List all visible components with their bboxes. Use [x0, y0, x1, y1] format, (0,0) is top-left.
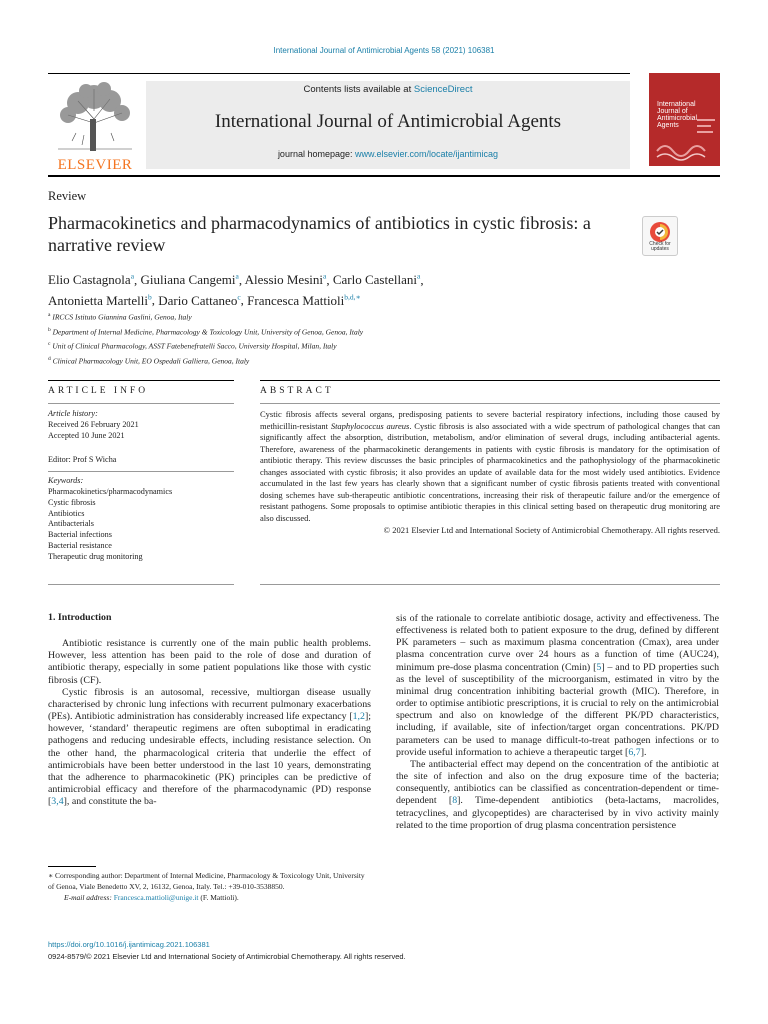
- abstract-rule: [260, 380, 720, 381]
- citation-link[interactable]: 3,4: [51, 796, 64, 808]
- email-link[interactable]: Francesca.mattioli@unige.it: [113, 893, 199, 902]
- article-type: Review: [48, 189, 87, 203]
- header-bottom-rule: [48, 175, 720, 177]
- footnote-text: ∗ Corresponding author: Department of Internal Medicine, Pharmacology & Toxicology Unit, University of Genoa, Viale Benedetto XV, 2, 16132, Genoa, Italy. Tel.: +39-010-3538850.: [48, 871, 365, 891]
- issn-copyright: 0924-8579/© 2021 Elsevier Ltd and International Society of Antimicrobial Chemotherapy. All rights reserved.: [48, 952, 406, 961]
- body-column-right: [396, 613, 719, 832]
- journal-title: International Journal of Antimicrobial Agents: [214, 111, 562, 132]
- keyword: Therapeutic drug monitoring: [48, 551, 143, 561]
- author[interactable]: Giuliana Cangemi$^a$: [140, 272, 239, 288]
- article-title: Pharmacokinetics and pharmacodynamics of antibiotics in cystic fibrosis: a narrative review: [48, 213, 591, 255]
- author-list: Elio Castagnola$^a$, Giuliana Cangemi$^a$, Alessio Mesini$^a$, Carlo Castellani$^a$, Antonietta Martelli$^b$, Dario Cattaneo$^c$, Francesca Mattioli$^{b,d,∗}$: [48, 272, 424, 308]
- author[interactable]: Alessio Mesini$^a$: [244, 272, 327, 288]
- affiliations: [48, 309, 363, 367]
- cover-title: International Journal of Antimicrobial Agents: [657, 101, 698, 129]
- article-info: [48, 409, 234, 563]
- article-info-rule: [48, 380, 234, 381]
- citation-link[interactable]: 1,2: [352, 711, 365, 723]
- keyword: Cystic fibrosis: [48, 497, 96, 507]
- journal-citation[interactable]: International Journal of Antimicrobial Agents 58 (2021) 106381: [273, 46, 495, 55]
- journal-cover-thumbnail[interactable]: [649, 73, 720, 166]
- cover-art: [649, 73, 720, 166]
- homepage-link[interactable]: www.elsevier.com/locate/ijantimicag: [355, 149, 499, 159]
- editor: Editor: Prof S Wicha: [48, 455, 117, 465]
- affiliation: $^a$ IRCCS Istituto Giannina Gaslini, Genoa, Italy: [48, 312, 192, 322]
- author[interactable]: Antonietta Martelli$^b$: [48, 292, 152, 308]
- author[interactable]: Carlo Castellani$^a$: [332, 272, 421, 288]
- keyword: Pharmacokinetics/pharmacodynamics: [48, 486, 173, 496]
- abstract-bottom-rule: [260, 584, 720, 585]
- abstract-heading: ABSTRACT: [260, 386, 334, 396]
- paragraph: The antibacterial effect may depend on the concentration of the antibiotic at the site of infection and also on the drug exposure time of the bacteria; consequently, antibiotics can be classified as concentration-dependent or time-dependent [8]. Time-dependent antibiotics (beta-lactams, macrolides, tetracyclines, and glycopeptides) are characterised by in vivo activity mainly related to the time proportion of drug plasma concentration persistence: [396, 758, 719, 831]
- keyword: Antibiotics: [48, 508, 85, 518]
- affiliation: $^d$ Clinical Pharmacology Unit, EO Ospedali Galliera, Genoa, Italy: [48, 355, 250, 365]
- citation-link[interactable]: 6,7: [628, 746, 641, 758]
- affiliation: $^b$ Department of Internal Medicine, Pharmacology & Toxicology Unit, University of Genoa, Genoa, Italy: [48, 326, 364, 336]
- abstract-body: Cystic fibrosis affects several organs, predisposing patients to severe bacterial respiratory infections, including those caused by methicillin-resistant Staphylococcus aureus. Cystic fibrosis is also associated with a wide spectrum of pathological changes that can significantly affect the absorption, distribution, metabolism, and/or elimination of several drugs, including antibacterial agents. Therefore, awareness of the pharmacokinetic derangements in patients with cystic fibrosis is mandatory for the optimisation of antibiotic therapy. This review discusses the basic principles of pharmacokinetics and the pathophysiology of the pharmacokinetic changes associated with cystic fibrosis; it also provides an update of available data for the most widely used antibiotics. Evidence accumulated in the last few years has clearly shown that a significant number of cystic fibrosis patients treated with conventional dosing schemes have sub-therapeutic antibiotic concentrations, increasing their risk of therapeutic failure and/or the emergence of resistant pathogens. Some proposals to optimise antibiotic therapies in this clinical setting based on therapeutic drug monitoring are also discussed. © 2021 Elsevier Ltd and International Society of Antimicrobial Chemotherapy. All rights reserved.: [260, 409, 721, 535]
- corresponding-author-footnote: [48, 870, 371, 903]
- author[interactable]: Elio Castagnola$^a$: [48, 272, 135, 288]
- elsevier-wordmark: ELSEVIER: [57, 157, 133, 173]
- journal-banner: [146, 81, 630, 169]
- footer: [48, 939, 406, 963]
- affiliation: $^c$ Unit of Clinical Pharmacology, ASST Fatebenefratelli Sacco, University Hospital, Milan, Italy: [48, 341, 337, 351]
- journal-homepage-line: [146, 149, 630, 159]
- info-bottom-rule: [48, 584, 234, 585]
- paragraph: Cystic fibrosis is an autosomal, recessive, multiorgan disease usually characterised by chronic lung infections with recurrent pulmonary exacerbations (PEs). Antibiotic administration has considerably increased life expectancy [1,2]; however, ‘standard’ therapeutic regimens are often suboptimal in eradicating pathogens and reducing undesirable effects, including resistance selection. On the other hand, the pharmacological criteria that underlie the effect of antimicrobials have been better understood in the last 10 years, demonstrating that the adherence to pharmacokinetic (PK) principles can be predictive of antimicrobial efficacy and therefore of the pharmacodynamic (PD) response [3,4], and constitute the ba-: [48, 686, 371, 808]
- check-for-updates-button[interactable]: [642, 216, 678, 256]
- elsevier-logo: [48, 79, 142, 171]
- keyword: Bacterial infections: [48, 530, 112, 540]
- paragraph: Antibiotic resistance is currently one of the main public health problems. However, less attention has been paid to the role of dose and duration of antibiotic therapy, especially in some patient populations like those with cystic fibrosis (CF).: [48, 638, 371, 686]
- footnote-email-line: E-mail address: Francesca.mattioli@unige.it (F. Mattioli).: [64, 893, 239, 902]
- history-label: Article history:: [48, 409, 98, 418]
- crossmark-label: Check for updates: [649, 241, 671, 252]
- abstract-copyright: © 2021 Elsevier Ltd and International Society of Antimicrobial Chemotherapy. All rights reserved.: [383, 525, 720, 535]
- tree-icon: [48, 79, 142, 155]
- section-heading: 1. Introduction: [48, 612, 112, 623]
- author[interactable]: Dario Cattaneo$^c$: [158, 292, 241, 308]
- citation-link[interactable]: 5: [596, 661, 602, 673]
- paragraph: sis of the rationale to correlate antibiotic dosage, activity and effectiveness. The effectiveness is related both to patient exposure to the drug, defined by different PK parameters – such as maximum plasma concentration (Cmax), area under plasma concentration curve over 24 hours as a function of time (AUC24), minimum pre-dose plasma concentration (Cmin) [5] – and to PD properties such as the level of susceptibility of the microorganism, estimated in vitro by the minimal drug concentration inhibiting bacterial growth (MIC). Therefore, in order to optimise antibiotic prescriptions, it is crucial to rely on the antimicrobial spectrum and also on knowledge of the different PK/PD characteristics, including, if available, site of infection/target organ concentrations. PK/PD parameters can be used to manage difficult-to-treat pathogen infections or to provide useful information to achieve a therapeutic target [6,7].: [396, 613, 720, 758]
- contents-prefix: Contents lists available at: [303, 84, 414, 95]
- accepted-date: Accepted 10 June 2021: [48, 430, 125, 440]
- author[interactable]: Francesca Mattioli$^{b,d,∗}$: [247, 292, 361, 308]
- footnote-rule: [48, 866, 96, 867]
- keyword: Antibacterials: [48, 519, 94, 529]
- article-info-heading: ARTICLE INFO: [48, 386, 149, 396]
- body-column-left: [48, 612, 371, 808]
- sciencedirect-link[interactable]: ScienceDirect: [413, 84, 473, 95]
- citation-link[interactable]: 8: [452, 795, 458, 807]
- article-info-subrule: [48, 403, 234, 404]
- received-date: Received 26 February 2021: [48, 419, 139, 429]
- doi-link[interactable]: https://doi.org/10.1016/j.ijantimicag.2021.106381: [48, 940, 210, 949]
- abstract-subrule: [260, 403, 720, 404]
- contents-line: [146, 84, 630, 95]
- journal-header: [48, 73, 720, 171]
- homepage-prefix: journal homepage:: [277, 149, 355, 159]
- keywords-label: Keywords:: [48, 476, 84, 486]
- keyword: Bacterial resistance: [48, 540, 112, 550]
